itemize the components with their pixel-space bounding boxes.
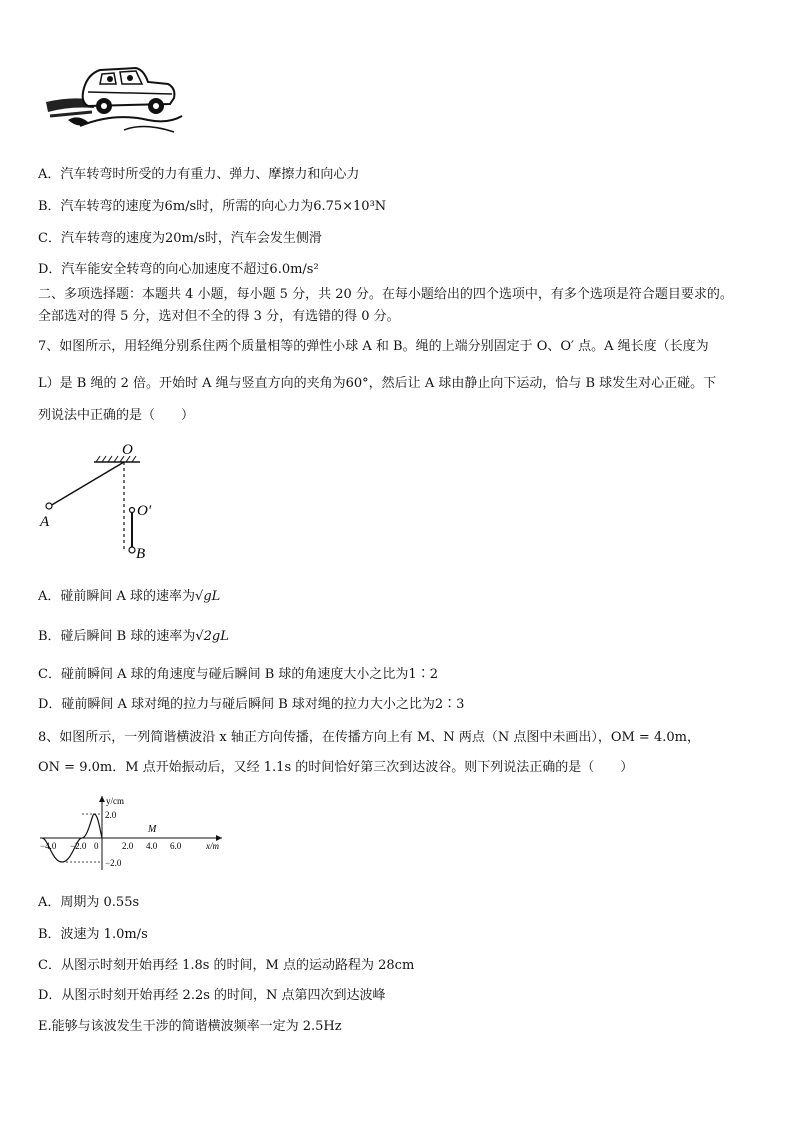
x-tick-neg4: −4.0 — [40, 841, 57, 851]
x-tick-neg2: −2.0 — [70, 841, 87, 851]
q7-option-a-math: √gL — [195, 589, 221, 604]
q7-stem-line-2: L）是 B 绳的 2 倍。开始时 A 绳与竖直方向的夹角为60°，然后让 A 球由静止向下运动，恰与 B 球发生对心正碰。下 — [38, 376, 717, 391]
q7-option-b-text: B．碰后瞬间 B 球的速率为 — [38, 629, 196, 644]
car-turning-illustration — [44, 60, 184, 140]
q6-option-d: D．汽车能安全转弯的向心加速度不超过6.0m/s² — [38, 262, 319, 277]
q7-stem-line-3: 列说法中正确的是（ ） — [38, 408, 195, 423]
y-tick-2: 2.0 — [105, 810, 117, 820]
x-tick-0: 0 — [94, 841, 99, 851]
q8-stem-line-1: 8、如图所示，一列简谐横波沿 x 轴正方向传播，在传播方向上有 M、N 两点（N 点图中未画出），OM = 4.0m， — [38, 730, 700, 745]
q8-option-b: B．波速为 1.0m/s — [38, 927, 148, 942]
q7-option-d-text: D．碰前瞬间 A 球对绳的拉力与碰后瞬间 B 球对绳的拉力大小之比为 — [38, 697, 435, 712]
y-axis-label: y/cm — [106, 796, 124, 806]
q7-option-d — [38, 697, 464, 713]
x-tick-2: 2.0 — [122, 841, 134, 851]
q7-pendulum-figure — [36, 440, 166, 565]
q7-option-a-text: A．碰前瞬间 A 球的速率为 — [38, 589, 196, 604]
q6-option-a: A．汽车转弯时所受的力有重力、弹力、摩擦力和向心力 — [38, 167, 360, 182]
x-axis-label: x/m — [206, 841, 219, 851]
q7-option-a — [38, 589, 220, 605]
q8-option-e: E.能够与该波发生干涉的简谐横波频率一定为 2.5Hz — [38, 1019, 342, 1034]
q8-option-c: C．从图示时刻开始再经 1.8s 的时间，M 点的运动路程为 28cm — [38, 958, 415, 973]
section-heading-line-2: 全部选对的得 5 分，选对但不全的得 3 分，有选错的得 0 分。 — [38, 309, 400, 324]
label-a: A — [40, 514, 50, 530]
q7-option-c-math: 1∶2 — [408, 667, 438, 682]
section-heading-line-1: 二、多项选择题：本题共 4 小题，每小题 5 分，共 20 分。在每小题给出的四个选项中，有多个选项是符合题目要求的。 — [38, 287, 733, 302]
q8-wave-graph — [38, 794, 228, 874]
label-b: B — [136, 546, 146, 562]
q7-option-d-math: 2∶3 — [434, 697, 465, 712]
label-o-prime: O′ — [137, 503, 152, 519]
q8-option-d: D．从图示时刻开始再经 2.2s 的时间，N 点第四次到达波峰 — [38, 988, 386, 1003]
q8-option-a: A．周期为 0.55s — [38, 895, 140, 910]
q7-stem-line-1: 7、如图所示，用轻绳分别系住两个质量相等的弹性小球 A 和 B。绳的上端分别固定于 O、O′ 点。A 绳长度（长度为 — [38, 339, 709, 354]
q7-option-c — [38, 667, 438, 683]
q6-option-c: C．汽车转弯的速度为20m/s时，汽车会发生侧滑 — [38, 231, 322, 246]
point-m-label: M — [148, 824, 157, 835]
q8-stem-line-2: ON = 9.0m．M 点开始振动后，又经 1.1s 的时间恰好第三次到达波谷。则下列说法正确的是（ ） — [38, 760, 634, 775]
q7-option-b — [38, 629, 229, 645]
x-tick-4: 4.0 — [146, 841, 158, 851]
y-tick-neg2: −2.0 — [105, 858, 122, 868]
x-tick-6: 6.0 — [170, 841, 182, 851]
label-o: O — [122, 442, 133, 458]
q7-option-b-math: √2gL — [195, 629, 229, 644]
q7-option-c-text: C．碰前瞬间 A 球的角速度与碰后瞬间 B 球的角速度大小之比为 — [38, 667, 409, 682]
q6-option-b: B．汽车转弯的速度为6m/s时，所需的向心力为6.75×10³N — [38, 199, 387, 214]
